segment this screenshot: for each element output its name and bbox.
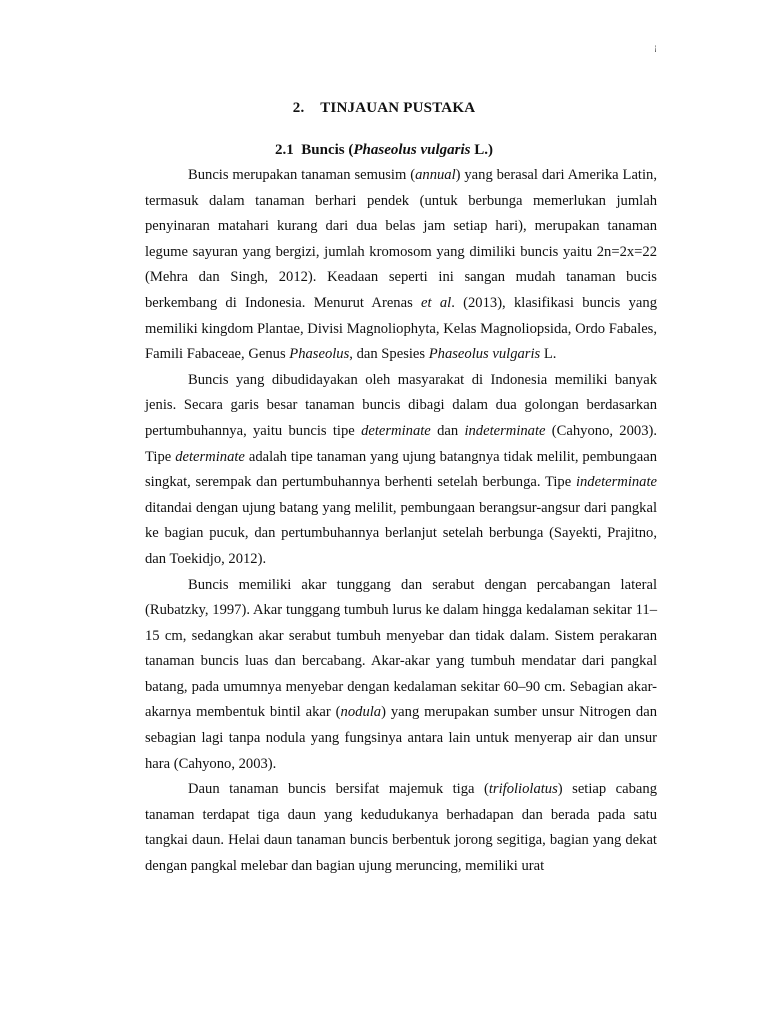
paragraph-2 bbox=[145, 368, 657, 573]
p1-s4: , dan Spesies bbox=[349, 346, 429, 363]
p3-i1: nodula bbox=[340, 704, 382, 721]
p4-s2: ) setiap cabang tanaman terdapat tiga daun yang kedudukanya berhadapan dan berada pada satu tangkai daun. Helai daun tanaman buncis berbentuk jorong segitiga, bagian yang dekat dengan pangkal melebar dan bagian ujung meruncing, memiliki urat bbox=[145, 781, 657, 875]
p1-i2: et al bbox=[421, 294, 452, 311]
p3-s2: ) yang merupakan sumber unsur Nitrogen dan sebagian lagi tanpa nodula yang fungsinya antara lain untuk menyerap air dan unsur hara (Cahyono, 2003). bbox=[145, 704, 657, 772]
p2-s1: Buncis yang dibudidayakan oleh masyarakat di Indonesia memiliki banyak jenis. Secara garis besar tanaman buncis dibagi dalam dua golongan berdasarkan pertumbuhannya, yaitu buncis tipe bbox=[145, 371, 657, 439]
p2-s2: dan bbox=[430, 422, 465, 439]
section-title-italic: Phaseolus vulgaris bbox=[353, 142, 471, 158]
p1-s5: L. bbox=[540, 346, 557, 363]
p4-i1: trifoliolatus bbox=[488, 781, 558, 798]
paragraph-4 bbox=[145, 777, 657, 879]
p2-s4: adalah tipe tanaman yang ujung batangnya tidak melilit, pembungaan singkat, serempak dan pertumbuhannya berhenti setelah berbunga. Tipe bbox=[145, 448, 657, 491]
p2-i1: determinate bbox=[361, 422, 431, 439]
page-mark: ¡ bbox=[654, 42, 657, 52]
p3-s1: Buncis memiliki akar tunggang dan serabut dengan percabangan lateral (Rubatzky, 1997). Akar tunggang tumbuh lurus ke dalam hingga kedalaman sekitar 11–15 cm, sedangkan akar serabut tumbuh menyebar dan tidak dalam. Sistem perakaran tanaman buncis luas dan bercabang. Akar-akar yang tumbuh mendatar dari pangkal batang, pada umumnya menyebar dengan kedalaman sekitar 60–90 cm. Sebagian akar-akarnya membentuk bintil akar ( bbox=[145, 576, 657, 721]
p1-s3: . (2013), klasifikasi buncis yang memiliki kingdom Plantae, Divisi Magnoliophyta, Kelas Magnoliopsida, Ordo Fabales, Famili Fabaceae, Genus bbox=[145, 294, 657, 363]
chapter-title-text: TINJAUAN PUSTAKA bbox=[320, 100, 476, 116]
section-title-suffix: L.) bbox=[470, 142, 493, 158]
p2-s3: (Cahyono, 2003). Tipe bbox=[145, 422, 658, 465]
p2-i3: determinate bbox=[175, 448, 245, 465]
section-title bbox=[0, 142, 768, 159]
section-title-prefix: Buncis ( bbox=[301, 142, 354, 158]
p1-i4: Phaseolus vulgaris bbox=[428, 346, 541, 363]
chapter-title bbox=[0, 100, 768, 117]
paragraph-3 bbox=[145, 573, 657, 778]
chapter-number: 2. bbox=[292, 100, 305, 116]
p2-s5: ditandai dengan ujung batang yang melilit, pembungaan berangsur-angsur dari pangkal ke bagian pucuk, dan pertumbuhannya berlanjut setelah berbunga (Sayekti, Prajitno, dan Toekidjo, 2012). bbox=[145, 499, 657, 567]
p1-i1: annual bbox=[415, 167, 456, 183]
p4-s1: Daun tanaman buncis bersifat majemuk tiga ( bbox=[188, 781, 489, 798]
p1-i3: Phaseolus bbox=[289, 346, 350, 363]
p1-s2: ) yang berasal dari Amerika Latin, termasuk dalam tanaman berhari pendek (untuk berbunga memerlukan jumlah penyinaran matahari kurang dari dua belas jam setiap hari), merupakan tanaman legume sayuran yang bergizi, jumlah kromosom yang dimiliki buncis yaitu 2n=2x=22 (Mehra dan Singh, 2012). Keadaan seperti ini sangan mudah tanaman bucis berkembang di Indonesia. Menurut Arenas bbox=[145, 167, 657, 311]
paragraph-1 bbox=[145, 163, 657, 368]
body-text bbox=[145, 163, 657, 880]
p1-s1: Buncis merupakan tanaman semusim ( bbox=[188, 167, 416, 183]
p2-i2: indeterminate bbox=[464, 422, 546, 439]
p2-i4: indeterminate bbox=[575, 474, 657, 491]
section-number: 2.1 bbox=[275, 142, 294, 158]
